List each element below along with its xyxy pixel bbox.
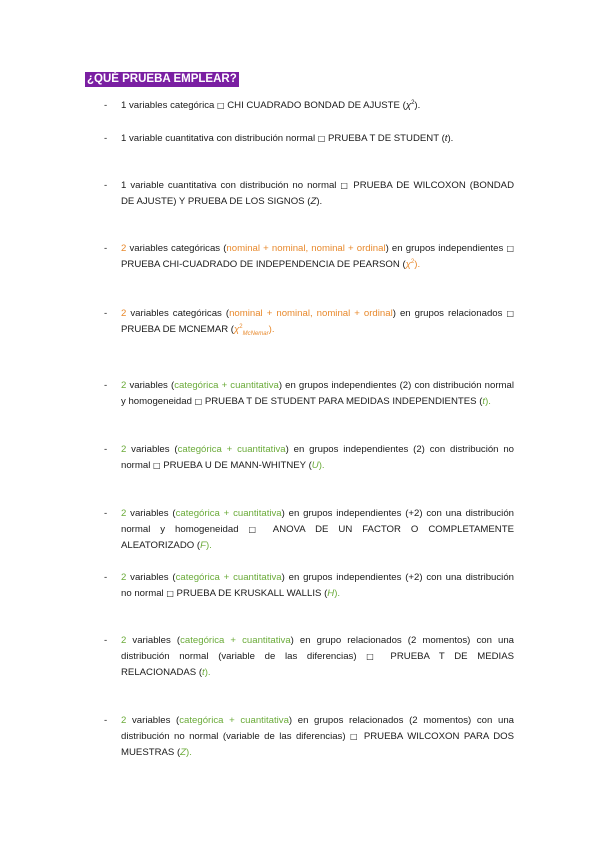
bullet-dash: - (104, 572, 108, 583)
bullet-dash: - (104, 444, 108, 455)
item-text: 2 variables categóricas (nominal + nominal, nominal + ordinal) en grupos independientes □ PRUEBA CHI-CUADRADO DE INDEPENDENCIA DE PEARSON $(\chi^2)$. (121, 243, 514, 270)
list-item (104, 306, 514, 338)
item-text: 2 variables (categórica + cuantitativa) en grupos independientes (2) con distribución no normal □ PRUEBA U DE MANN-WHITNEY (U). (121, 444, 514, 471)
bullet-dash: - (104, 635, 108, 646)
bullet-dash: - (104, 100, 108, 111)
arrow-box-icon: □ (194, 397, 203, 406)
list-item (104, 442, 514, 474)
arrow-box-icon: □ (217, 101, 225, 110)
arrow-box-icon: □ (248, 525, 264, 534)
item-text: 1 variables categórica □ CHI CUADRADO BONDAD DE AJUSTE $(\chi^2)$. (121, 99, 421, 111)
list-item (104, 570, 514, 602)
arrow-box-icon: □ (366, 652, 381, 661)
arrow-box-icon: □ (317, 134, 326, 143)
bullet-dash: - (104, 715, 108, 726)
bullet-dash: - (104, 243, 108, 254)
item-text: 2 variables (categórica + cuantitativa) en grupos independientes (2) con distribución normal y homogeneidad □ PRUEBA T DE STUDENT PARA MEDIDAS INDEPENDIENTES (t). (121, 380, 515, 407)
item-text: 2 variables (categórica + cuantitativa) en grupo relacionados (2 momentos) con una distribución normal (variable de las diferencias) □ PRUEBA T DE MEDIAS RELACIONADAS (t). (121, 635, 514, 678)
page-title: ¿QUÉ PRUEBA EMPLEAR? (87, 73, 237, 85)
list-item (104, 178, 514, 210)
list-item (104, 98, 514, 114)
item-text: 2 variables (categórica + cuantitativa) en grupos relacionados (2 momentos) con una distribución no normal (variable de las diferencias) □ PRUEBA WILCOXON PARA DOS MUESTRAS (Z). (121, 715, 515, 758)
arrow-box-icon: □ (166, 589, 174, 598)
bullet-dash: - (104, 133, 108, 144)
list-item (104, 713, 514, 761)
bullet-dash: - (104, 308, 108, 319)
item-text: 2 variables (categórica + cuantitativa) en grupos independientes (+2) con una distribución normal y homogeneidad □ ANOVA DE UN FACTOR O COMPLETAMENTE ALEATORIZADO (F). (121, 508, 514, 551)
item-text: 1 variable cuantitativa con distribución normal □ PRUEBA T DE STUDENT (t). (121, 133, 454, 144)
list-item (104, 378, 514, 410)
bullet-dash: - (104, 180, 108, 191)
arrow-box-icon: □ (350, 732, 360, 741)
list-item (104, 633, 514, 681)
list-item (104, 506, 514, 554)
list-item (104, 131, 514, 147)
arrow-box-icon: □ (506, 244, 514, 253)
bullet-dash: - (104, 508, 108, 519)
list-item (104, 241, 514, 273)
arrow-box-icon: □ (153, 461, 161, 470)
arrow-box-icon: □ (340, 181, 350, 190)
bullet-dash: - (104, 380, 108, 391)
arrow-box-icon: □ (506, 309, 515, 318)
item-text: 2 variables (categórica + cuantitativa) en grupos independientes (+2) con una distribución no normal □ PRUEBA DE KRUSKALL WALLIS (H). (121, 572, 514, 599)
item-text: 2 variables categóricas (nominal + nominal, nominal + ordinal) en grupos relacionados □ PRUEBA DE MCNEMAR $(\chi^2_{McNemar})$. (121, 308, 515, 337)
item-text: 1 variable cuantitativa con distribución no normal □ PRUEBA DE WILCOXON (BONDAD DE AJUSTE) Y PRUEBA DE LOS SIGNOS (Z). (121, 180, 515, 207)
